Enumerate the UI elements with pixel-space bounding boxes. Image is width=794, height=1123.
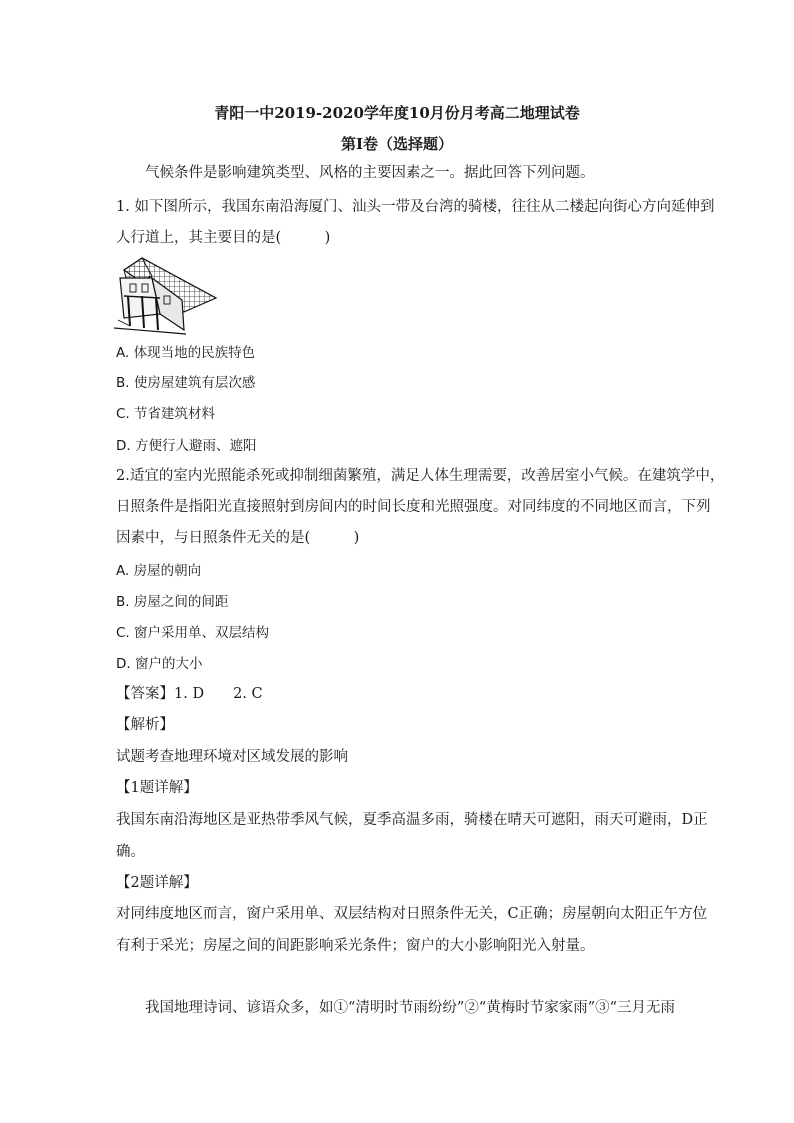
question-2-option-a: A. 房屋的朝向 (116, 563, 202, 579)
answer-line: 【答案】1. D 2. C (116, 686, 263, 702)
question-2-line-1: 2.适宜的室内光照能杀死或抑制细菌繁殖，满足人体生理需要，改善居室小气候。在建筑学中， (116, 468, 725, 484)
question-1-option-a: A. 体现当地的民族特色 (116, 345, 256, 361)
question-2-line-3: 因素中，与日照条件无关的是( ) (116, 530, 360, 546)
section-title: 第I卷（选择题） (340, 135, 454, 153)
detail-2-line-1: 对同纬度地区而言，窗户采用单、双层结构对日照条件无关，C正确；房屋朝向太阳正午方位 (116, 906, 708, 922)
detail-2-line-2: 有利于采光；房屋之间的间距影响采光条件；窗户的大小影响阳光入射量。 (116, 938, 595, 954)
analysis-label: 【解析】 (116, 717, 174, 733)
analysis-text: 试题考查地理环境对区域发展的影响 (116, 749, 348, 765)
question-1-option-c: C. 节省建筑材料 (116, 406, 216, 422)
arcade-building-figure (114, 256, 218, 338)
document-title: 青阳一中2019-2020学年度10月份月考高二地理试卷 (214, 104, 580, 122)
question-2-option-b: B. 房屋之间的间距 (116, 594, 229, 610)
next-question-intro: 我国地理诗词、谚语众多，如①“清明时节雨纷纷”②“黄梅时节家家雨”③“三月无雨 (145, 1000, 676, 1016)
detail-1-label: 【1题详解】 (116, 780, 198, 796)
question-1-option-b: B. 使房屋建筑有层次感 (116, 375, 256, 391)
question-2-line-2: 日照条件是指阳光直接照射到房间内的时间长度和光照强度。对同纬度的不同地区而言，下列 (116, 499, 711, 515)
question-1-option-d: D. 方便行人避雨、遮阳 (116, 438, 257, 454)
question-1-line-2: 人行道上，其主要目的是( ) (116, 230, 331, 246)
detail-1-line-2: 确。 (116, 844, 145, 860)
detail-2-label: 【2题详解】 (116, 875, 198, 891)
detail-1-line-1: 我国东南沿海地区是亚热带季风气候，夏季高温多雨，骑楼在晴天可遮阳，雨天可避雨，D正 (116, 812, 708, 828)
question-intro: 气候条件是影响建筑类型、风格的主要因素之一。据此回答下列问题。 (145, 165, 595, 181)
question-2-option-d: D. 窗户的大小 (116, 656, 203, 672)
question-2-option-c: C. 窗户采用单、双层结构 (116, 625, 270, 641)
question-1-line-1: 1. 如下图所示，我国东南沿海厦门、汕头一带及台湾的骑楼，往往从二楼起向街心方向延伸到 (116, 199, 715, 215)
